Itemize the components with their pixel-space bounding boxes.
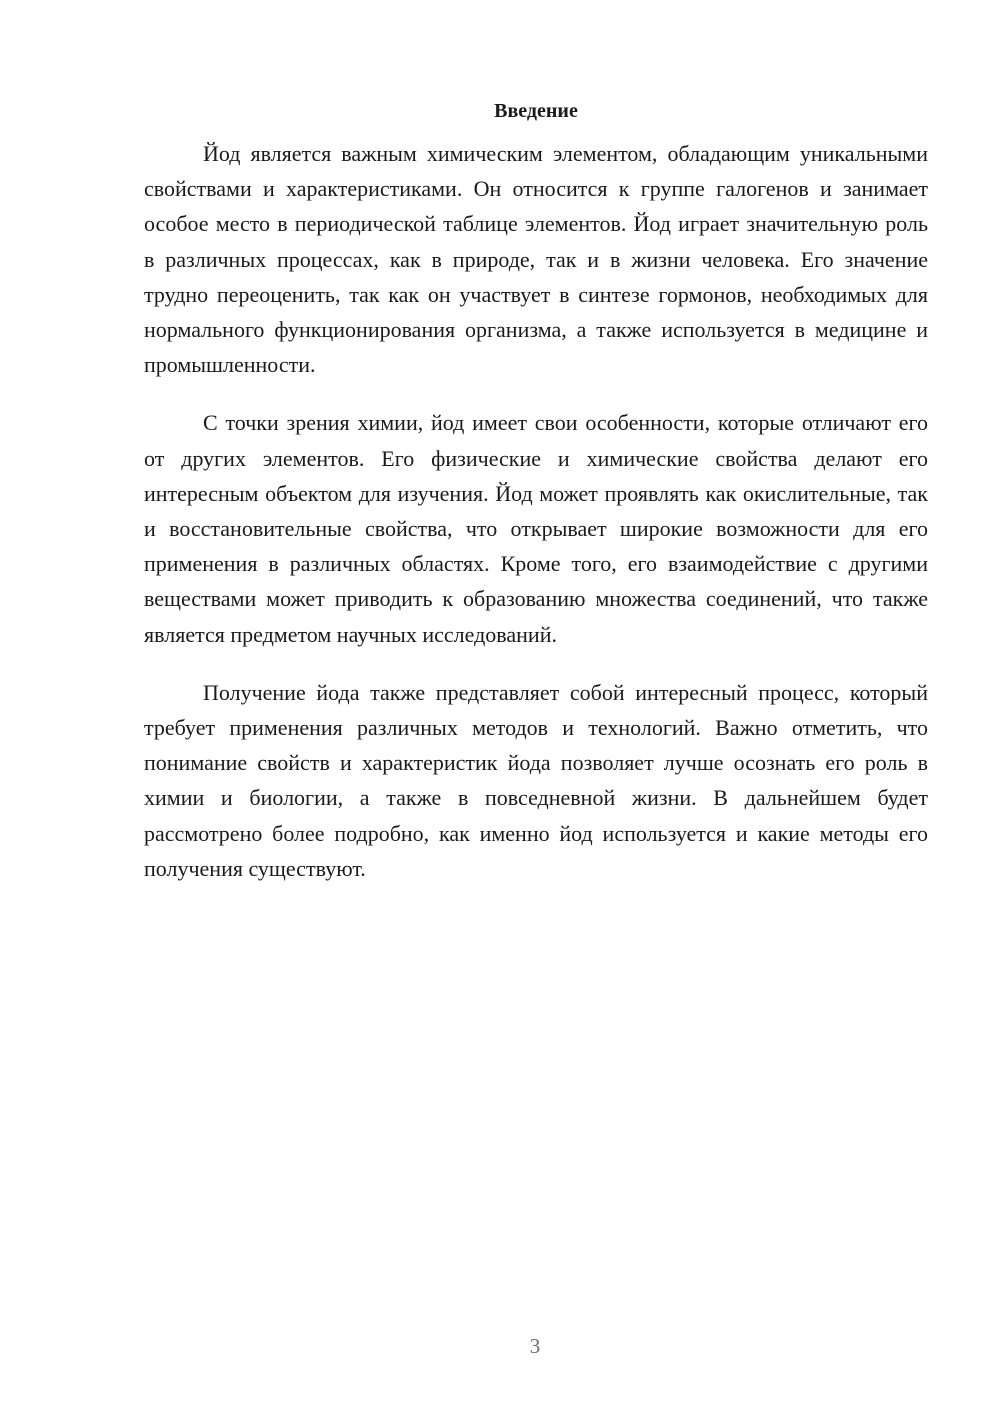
page-number: 3 xyxy=(529,1334,541,1358)
section-title: Введение xyxy=(494,100,578,122)
page-content xyxy=(144,96,928,909)
paragraph-2: С точки зрения химии, йод имеет свои особенности, которые отличают его от других элементов. Его физические и химические свойства делают его интересным объектом для изучения. Йод может проявлять как окислительные, так и восстановительные свойства, что открывает широкие возможности для его применения в различных областях. Кроме того, его взаимодействие с другими веществами может приводить к образованию множества соединений, что также является предметом научных исследований. xyxy=(144,410,928,647)
paragraph-3: Получение йода также представляет собой интересный процесс, который требует применения различных методов и технологий. Важно отметить, что понимание свойств и характеристик йода позволяет лучше осознать его роль в химии и биологии, а также в повседневной жизни. В дальнейшем будет рассмотрено более подробно, как именно йод используется и какие методы его получения существуют. xyxy=(144,679,928,881)
paragraph-1: Йод является важным химическим элементом, обладающим уникальными свойствами и характеристиками. Он относится к группе галогенов и занимает особое место в периодической таблице элементов. Йод играет значительную роль в различных процессах, как в природе, так и в жизни человека. Его значение трудно переоценить, так как он участвует в синтезе гормонов, необходимых для нормального функционирования организма, а также используется в медицине и промышленности. xyxy=(144,141,928,378)
